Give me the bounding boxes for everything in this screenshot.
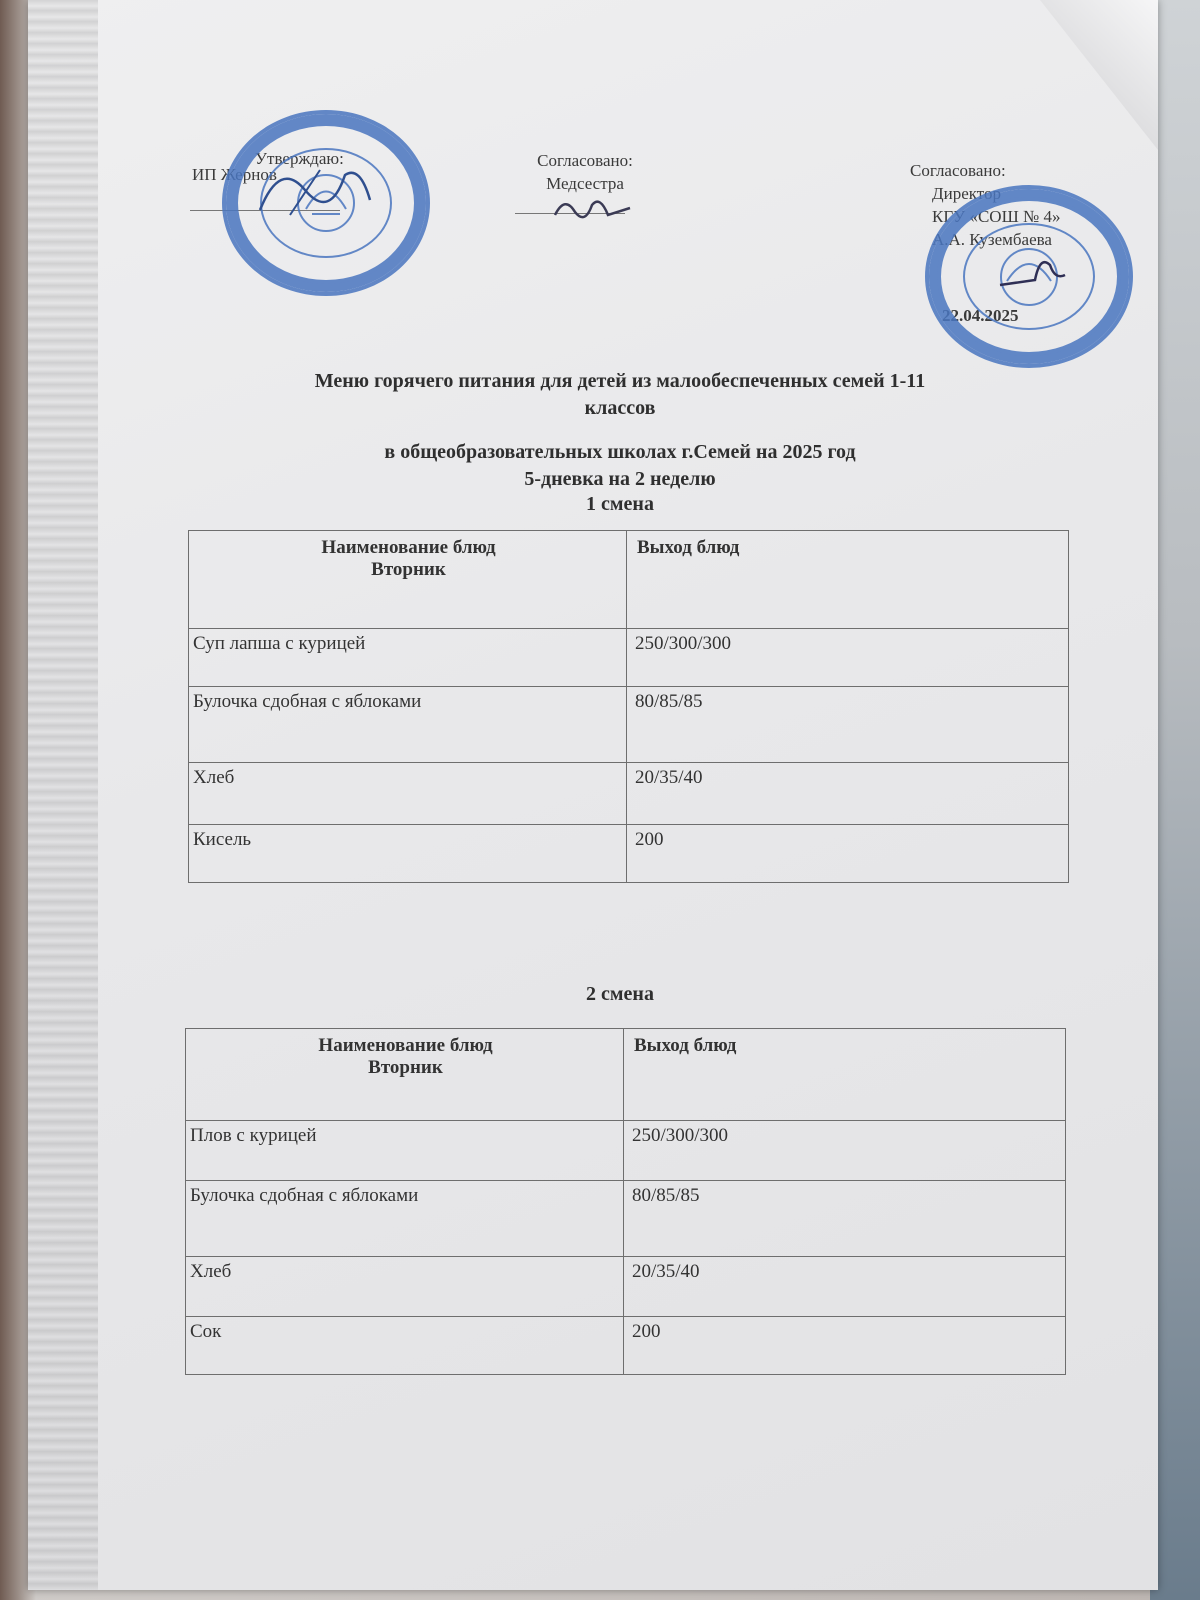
- header-cell-name: [189, 531, 627, 629]
- dish-yield: 250/300/300: [624, 1121, 1066, 1181]
- table-row: [186, 1181, 1066, 1257]
- table-header-row: [186, 1029, 1066, 1121]
- approval-date: 22.04.2025: [942, 306, 1019, 325]
- dish-yield: 20/35/40: [624, 1257, 1066, 1317]
- dish-yield: 80/85/85: [627, 687, 1069, 763]
- menu-table-shift-1: [188, 530, 1069, 883]
- table-row: [189, 629, 1069, 687]
- menu-title-line-1: Меню горячего питания для детей из малообеспеченных семей 1-11: [314, 370, 926, 392]
- approval-left-title: Утверждаю:: [255, 149, 344, 168]
- header-cell-name: [186, 1029, 624, 1121]
- signature-scribble-left: [250, 150, 380, 230]
- dish-name: Хлеб: [186, 1257, 624, 1317]
- dish-name: Сок: [186, 1317, 624, 1375]
- table-row: [189, 825, 1069, 883]
- shift-1-label: 1 смена: [586, 493, 654, 515]
- approval-right-org: КГУ «СОШ № 4»: [932, 207, 1061, 226]
- approval-left-name: ИП Жернов: [192, 165, 277, 184]
- table-row: [186, 1121, 1066, 1181]
- shift-2-label: 2 смена: [586, 983, 654, 1005]
- menu-title-line-2: классов: [584, 397, 656, 419]
- header-day-label: Вторник: [368, 1057, 443, 1078]
- dish-name: Кисель: [189, 825, 627, 883]
- dish-yield: 200: [624, 1317, 1066, 1375]
- approval-middle-role: Медсестра: [546, 174, 624, 193]
- header-name-label: Наименование блюд: [318, 1035, 493, 1056]
- dish-yield: 80/85/85: [624, 1181, 1066, 1257]
- dish-yield: 200: [627, 825, 1069, 883]
- header-cell-yield: Выход блюд: [627, 531, 1069, 629]
- dish-yield: 20/35/40: [627, 763, 1069, 825]
- table-row: [186, 1317, 1066, 1375]
- signature-scribble-right: [995, 245, 1075, 295]
- dish-name: Булочка сдобная с яблоками: [186, 1181, 624, 1257]
- dish-name: Суп лапша с курицей: [189, 629, 627, 687]
- table-header-row: [189, 531, 1069, 629]
- header-day-label: Вторник: [371, 559, 446, 580]
- menu-title-line-3: в общеобразовательных школах г.Семей на 2025 год: [384, 441, 856, 463]
- approval-right-role: Директор: [932, 184, 1001, 203]
- dish-yield: 250/300/300: [627, 629, 1069, 687]
- table-row: [189, 763, 1069, 825]
- header-name-label: Наименование блюд: [321, 537, 496, 558]
- approval-right-name: А.А. Кузембаева: [932, 230, 1052, 249]
- approval-middle-title: Согласовано:: [537, 151, 633, 170]
- dish-name: Булочка сдобная с яблоками: [189, 687, 627, 763]
- menu-title-line-4: 5-дневка на 2 неделю: [524, 468, 716, 490]
- dish-name: Хлеб: [189, 763, 627, 825]
- dish-name: Плов с курицей: [186, 1121, 624, 1181]
- table-row: [189, 687, 1069, 763]
- approval-right-title: Согласовано:: [910, 161, 1006, 180]
- signature-scribble-middle: [550, 190, 640, 230]
- paper-edge-shadow: [28, 0, 98, 1590]
- menu-table-shift-2: [185, 1028, 1066, 1375]
- header-cell-yield: Выход блюд: [624, 1029, 1066, 1121]
- table-row: [186, 1257, 1066, 1317]
